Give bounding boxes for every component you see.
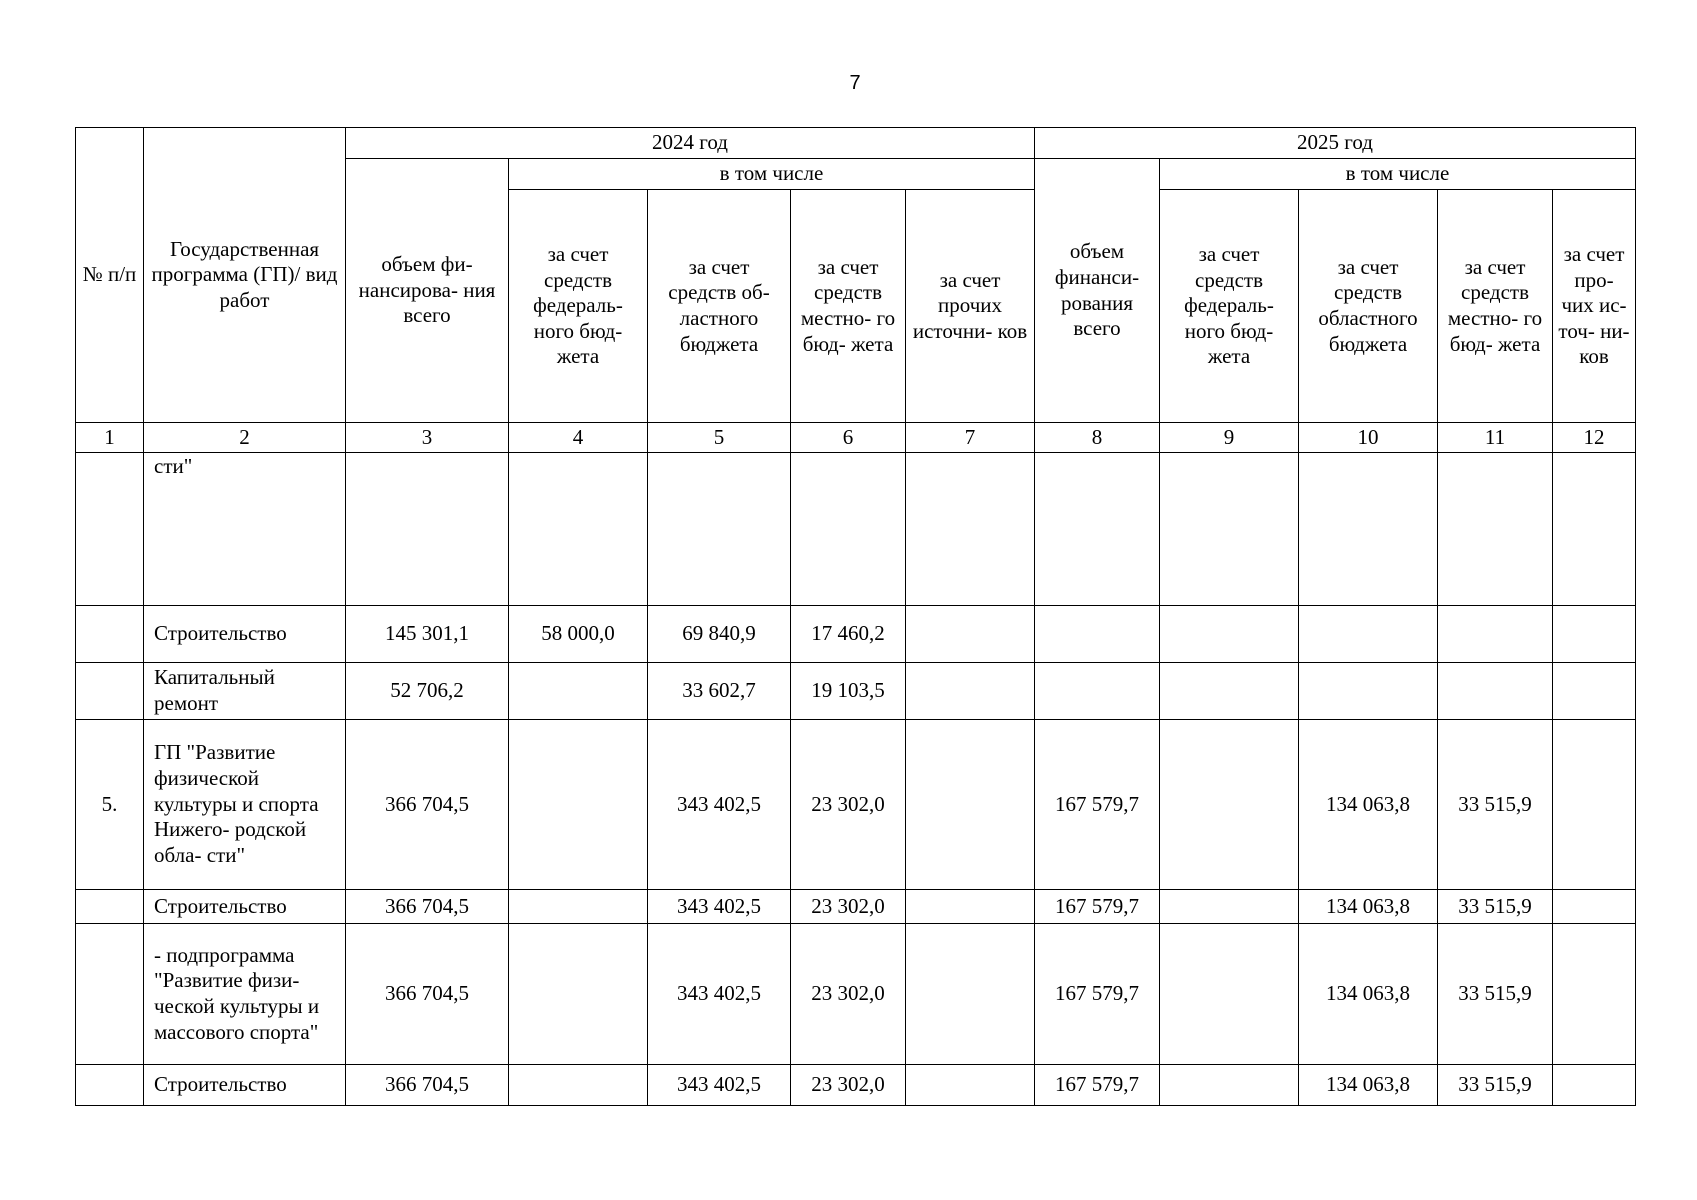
cell-total-2025: 167 579,7 [1035,890,1160,924]
cell-federal-2025 [1160,453,1299,606]
cell-total-2025 [1035,453,1160,606]
row-num [76,890,144,924]
cell-regional-2024: 33 602,7 [648,663,791,720]
cell-regional-2025: 134 063,8 [1299,924,1438,1065]
cell-federal-2025 [1160,663,1299,720]
table-row [76,453,1636,606]
cell-other-2024 [906,924,1035,1065]
header-other-2025: за счет про- чих ис- точ- ни- ков [1553,190,1636,423]
cell-other-2024 [906,606,1035,663]
cell-federal-2024: 58 000,0 [509,606,648,663]
row-label: ГП "Развитие физической культуры и спорта Нижего- родской обла- сти" [144,720,346,890]
cell-total-2024: 366 704,5 [346,924,509,1065]
cell-federal-2025 [1160,924,1299,1065]
table-row [76,606,1636,663]
column-number: 8 [1035,423,1160,453]
cell-regional-2025: 134 063,8 [1299,720,1438,890]
cell-regional-2025 [1299,663,1438,720]
cell-other-2025 [1553,1065,1636,1106]
cell-regional-2024: 69 840,9 [648,606,791,663]
row-label: Строительство [144,890,346,924]
row-num [76,663,144,720]
cell-regional-2024: 343 402,5 [648,720,791,890]
row-num [76,453,144,606]
cell-other-2024 [906,453,1035,606]
cell-federal-2025 [1160,890,1299,924]
column-number: 3 [346,423,509,453]
cell-local-2025: 33 515,9 [1438,924,1553,1065]
row-num [76,606,144,663]
column-number: 10 [1299,423,1438,453]
column-number: 9 [1160,423,1299,453]
column-number: 12 [1553,423,1636,453]
cell-local-2024: 19 103,5 [791,663,906,720]
row-label: - подпрограмма "Развитие физи- ческой культуры и массового спорта" [144,924,346,1065]
table-row [76,1065,1636,1106]
cell-local-2024: 23 302,0 [791,890,906,924]
cell-local-2024: 23 302,0 [791,1065,906,1106]
header-num: № п/п [76,128,144,423]
cell-total-2024: 145 301,1 [346,606,509,663]
cell-local-2024: 23 302,0 [791,720,906,890]
cell-other-2025 [1553,924,1636,1065]
cell-federal-2024 [509,890,648,924]
cell-local-2025 [1438,606,1553,663]
cell-federal-2025 [1160,1065,1299,1106]
cell-other-2025 [1553,663,1636,720]
cell-regional-2025 [1299,453,1438,606]
table-row [76,663,1636,720]
row-label: сти" [144,453,346,606]
header-local-2025: за счет средств местно- го бюд- жета [1438,190,1553,423]
header-including-2024: в том числе [509,159,1035,190]
row-label: Строительство [144,606,346,663]
row-label: Капитальный ремонт [144,663,346,720]
cell-regional-2024: 343 402,5 [648,1065,791,1106]
cell-other-2025 [1553,890,1636,924]
cell-other-2025 [1553,606,1636,663]
cell-federal-2025 [1160,606,1299,663]
page-number: 7 [849,72,861,94]
column-numbers-row [76,423,1636,453]
cell-total-2024: 366 704,5 [346,890,509,924]
table-row [76,924,1636,1065]
cell-regional-2024 [648,453,791,606]
column-number: 1 [76,423,144,453]
header-regional-2024: за счет средств об- ластного бюджета [648,190,791,423]
cell-federal-2024 [509,663,648,720]
cell-regional-2024: 343 402,5 [648,924,791,1065]
cell-regional-2024: 343 402,5 [648,890,791,924]
cell-federal-2024 [509,453,648,606]
cell-federal-2024 [509,1065,648,1106]
cell-other-2024 [906,720,1035,890]
cell-federal-2024 [509,924,648,1065]
column-number: 6 [791,423,906,453]
cell-total-2024: 52 706,2 [346,663,509,720]
header-including-2025: в том числе [1160,159,1636,190]
header-year-2025: 2025 год [1035,128,1636,159]
table-row [76,720,1636,890]
cell-local-2025 [1438,453,1553,606]
cell-local-2024: 23 302,0 [791,924,906,1065]
header-federal-2025: за счет средств федераль- ного бюд- жета [1160,190,1299,423]
cell-regional-2025 [1299,606,1438,663]
cell-other-2025 [1553,720,1636,890]
header-regional-2025: за счет средств областного бюджета [1299,190,1438,423]
header-total-2025: объем финанси- рования всего [1035,159,1160,423]
cell-total-2024 [346,453,509,606]
header-row-years [76,128,1636,159]
cell-other-2025 [1553,453,1636,606]
column-number: 4 [509,423,648,453]
cell-total-2024: 366 704,5 [346,720,509,890]
header-program: Государственная программа (ГП)/ вид работ [144,128,346,423]
cell-other-2024 [906,663,1035,720]
cell-federal-2024 [509,720,648,890]
row-label: Строительство [144,1065,346,1106]
header-local-2024: за счет средств местно- го бюд- жета [791,190,906,423]
header-other-2024: за счет прочих источни- ков [906,190,1035,423]
header-year-2024: 2024 год [346,128,1035,159]
cell-local-2024: 17 460,2 [791,606,906,663]
column-number: 7 [906,423,1035,453]
column-number: 2 [144,423,346,453]
cell-other-2024 [906,890,1035,924]
cell-local-2024 [791,453,906,606]
table-row [76,890,1636,924]
cell-total-2025: 167 579,7 [1035,924,1160,1065]
cell-total-2024: 366 704,5 [346,1065,509,1106]
cell-regional-2025: 134 063,8 [1299,1065,1438,1106]
cell-local-2025: 33 515,9 [1438,720,1553,890]
cell-local-2025: 33 515,9 [1438,1065,1553,1106]
row-num: 5. [76,720,144,890]
cell-federal-2025 [1160,720,1299,890]
cell-total-2025: 167 579,7 [1035,720,1160,890]
row-num [76,924,144,1065]
budget-table [75,127,1636,1106]
row-num [76,1065,144,1106]
cell-local-2025: 33 515,9 [1438,890,1553,924]
cell-local-2025 [1438,663,1553,720]
cell-regional-2025: 134 063,8 [1299,890,1438,924]
header-federal-2024: за счет средств федераль- ного бюд- жета [509,190,648,423]
cell-total-2025: 167 579,7 [1035,1065,1160,1106]
header-total-2024: объем фи- нансирова- ния всего [346,159,509,423]
cell-other-2024 [906,1065,1035,1106]
cell-total-2025 [1035,663,1160,720]
column-number: 5 [648,423,791,453]
cell-total-2025 [1035,606,1160,663]
column-number: 11 [1438,423,1553,453]
